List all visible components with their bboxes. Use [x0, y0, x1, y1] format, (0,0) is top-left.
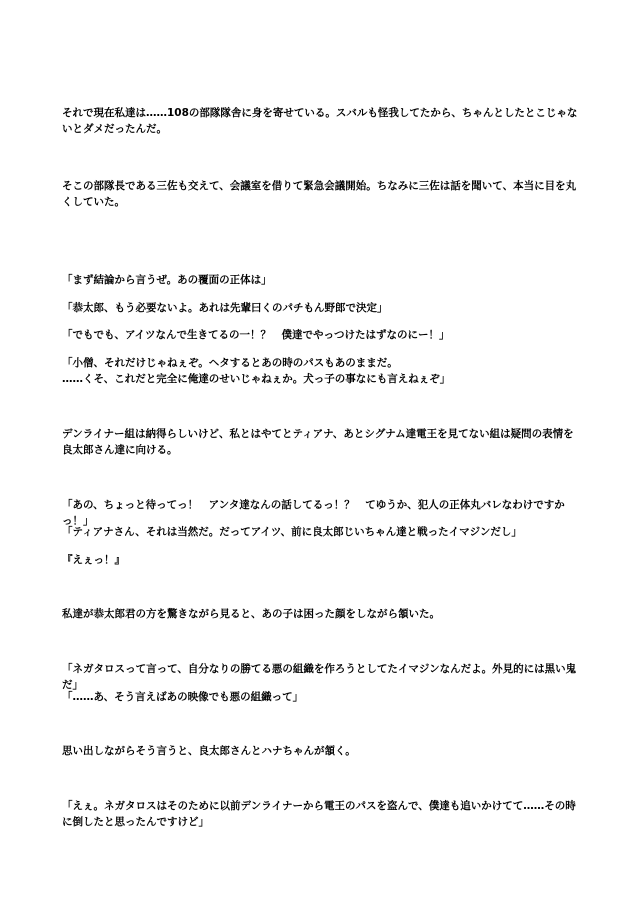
paragraph-2: そこの部隊長である三佐も交えて、会議室を借りて緊急会議開始。ちなみに三佐は話を聞いて、本当に目を丸くしていた。 [62, 180, 577, 208]
dialogue-line-6: 「ティアナさん、それは当然だ。だってアイツ、前に良太郎じいちゃん達と戦ったイマジンだし」 [62, 526, 522, 538]
dialogue-line-3: 「でもでも、アイツなんで生きてるの一！？ 僕達でやっつけたはずなのにー！」 [62, 329, 450, 341]
dialogue-line-5: 「あの、ちょっと待ってっ！ アンタ達なんの話してるっ！？ てゆうか、犯人の正体丸バレなわけですかっ！」 [62, 499, 565, 527]
dialogue-line-10: 「えぇ。ネガタロスはそのために以前デンライナーから電王のパスを盗んで、僕達も追いかけてて……その時に倒したと思ったんですけど」 [62, 800, 576, 828]
dialogue-line-1: 「まず結論から言うぜ。あの覆面の正体は」 [62, 274, 272, 286]
paragraph-1: それで現在私達は……108の部隊隊舎に身を寄せている。スバルも怪我してたから、ちゃんとしたとこじゃないとダメだったんだ。 [62, 107, 578, 135]
paragraph-5: 思い出しながらそう言うと、良太郎さんとハナちゃんが頷く。 [62, 745, 356, 757]
dialogue-line-7: 『えぇっ！』 [62, 554, 125, 566]
paragraph-3: デンライナー組は納得らしいけど、私とはやてとティアナ、あとシグナム達電王を見てない組は疑問の表情を良太郎さん達に向ける。 [62, 428, 574, 456]
dialogue-line-9: 「……あ、そう言えばあの映像でも悪の組織って」 [62, 691, 304, 703]
paragraph-4: 私達が恭太郎君の方を驚きながら見ると、あの子は困った顔をしながら頷いた。 [62, 608, 440, 620]
dialogue-line-4-continued: ……くそ、これだと完全に俺達のせいじゃねぇか。犬っ子の事なにも言えねぇぞ」 [62, 373, 451, 385]
dialogue-line-2: 「恭太郎、もう必要ないよ。あれは先輩曰くのパチもん野郎で決定」 [62, 302, 388, 314]
dialogue-line-4: 「小僧、それだけじゃねぇぞ。ヘタするとあの時のパスもあのままだ。 [62, 357, 398, 369]
dialogue-line-8: 「ネガタロスって言って、自分なりの勝てる悪の組織を作ろうとしてたイマジンなんだよ。外見的には黒い鬼だ」 [62, 663, 577, 691]
